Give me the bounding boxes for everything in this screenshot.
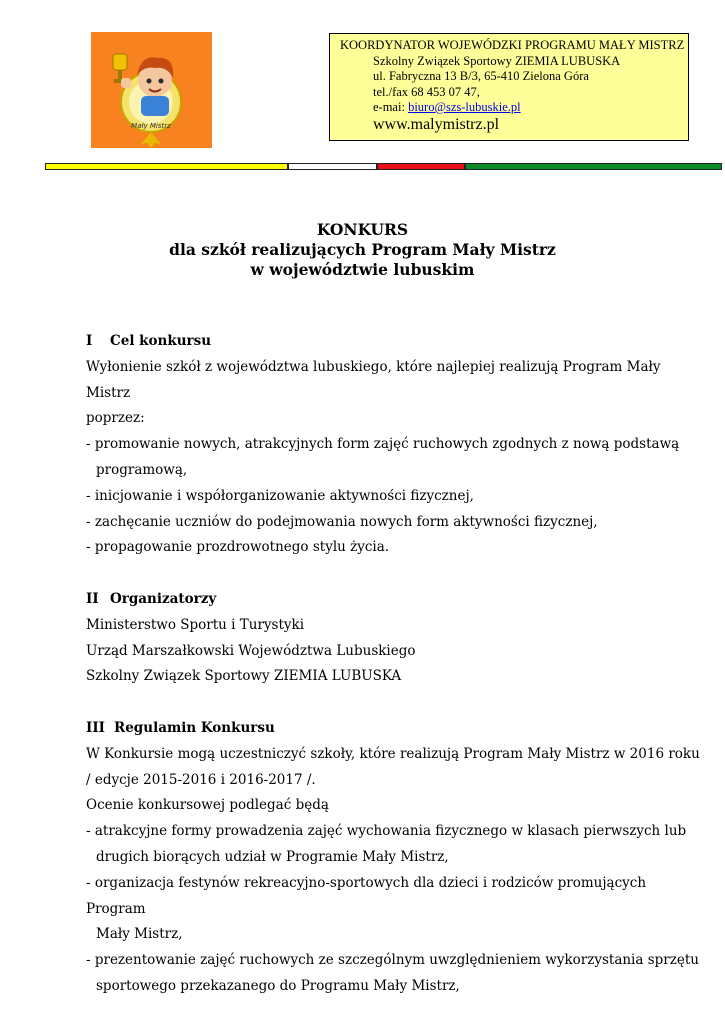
document-title xyxy=(0,220,725,280)
email-label: e-mai: xyxy=(373,100,405,114)
email-row xyxy=(340,100,688,116)
stripe-white xyxy=(288,163,377,170)
section-1-bullet-1-cont: programową, xyxy=(96,461,188,478)
section-1-bullet-3: - zachęcanie uczniów do podejmowania nowych form aktywności fizycznej, xyxy=(86,513,598,530)
organizer-3: Szkolny Związek Sportowy ZIEMIA LUBUSKA xyxy=(86,668,402,685)
title-line-1: KONKURS xyxy=(316,220,409,239)
mascot-logo-icon xyxy=(91,32,212,148)
section-3-bullet-1: - atrakcyjne formy prowadzenia zajęć wychowania fizycznego w klasach pierwszych lub xyxy=(86,823,687,840)
logo-badge-text: Mały Mistrz xyxy=(131,122,171,130)
coordinator-title: KOORDYNATOR WOJEWÓDZKI PROGRAMU MAŁY MISTRZ xyxy=(340,38,685,52)
section-3-para-3: Ocenie konkursowej podlegać będą xyxy=(86,797,329,814)
title-line-2: dla szkół realizujących Program Mały Mistrz xyxy=(169,240,556,259)
maly-mistrz-logo xyxy=(91,32,212,148)
coordinator-info-box xyxy=(329,33,689,141)
phone: tel./fax 68 453 07 47, xyxy=(373,84,480,99)
section-2-heading: II Organizatorzy xyxy=(86,590,217,607)
section-3-para-1: W Konkursie mogą uczestniczyć szkoły, które realizują Program Mały Mistrz w 2016 roku xyxy=(86,745,700,762)
stripe-green xyxy=(465,163,722,170)
address: ul. Fabryczna 13 B/3, 65-410 Zielona Góra xyxy=(373,69,589,83)
section-3-bullet-3-cont: sportowego przekazanego do Programu Mały Mistrz, xyxy=(96,977,460,994)
organizer-2: Urząd Marszałkowski Województwa Lubuskiego xyxy=(86,642,416,659)
section-3-bullet-3: - prezentowanie zajęć ruchowych ze szczególnym uwzględnieniem wykorzystania sprzętu xyxy=(86,952,699,969)
section-1-bullet-1: - promowanie nowych, atrakcyjnych form zajęć ruchowych zgodnych z nową podstawą xyxy=(86,436,680,453)
document-body xyxy=(86,329,706,1000)
stripe-red xyxy=(377,163,465,170)
section-1-bullet-4: - propagowanie prozdrowotnego stylu życia. xyxy=(86,539,390,556)
section-3-bullet-2-cont: Mały Mistrz, xyxy=(96,926,183,943)
section-1-bullet-2: - inicjowanie i współorganizowanie aktywności fizycznej, xyxy=(86,487,474,504)
section-1-heading: I Cel konkursu xyxy=(86,333,212,349)
section-1-intro-2: poprzez: xyxy=(86,410,145,427)
section-3-bullet-1-cont: drugich biorących udział w Programie Mały Mistrz, xyxy=(96,848,449,865)
website[interactable]: www.malymistrz.pl xyxy=(373,115,500,133)
section-3-bullet-2: - organizacja festynów rekreacyjno-sportowych dla dzieci i rodziców promujących Program xyxy=(86,874,647,917)
email-link[interactable]: biuro@szs-lubuskie.pl xyxy=(408,100,521,114)
title-line-3: w województwie lubuskim xyxy=(250,260,475,279)
section-3-para-2: / edycje 2015-2016 i 2016-2017 /. xyxy=(86,771,316,788)
section-3-heading: III Regulamin Konkursu xyxy=(86,719,275,736)
section-1-intro: Wyłonienie szkół z województwa lubuskiego, które najlepiej realizują Program Mały Mistrz xyxy=(86,358,661,401)
organization-name: Szkolny Związek Sportowy ZIEMIA LUBUSKA xyxy=(373,53,621,68)
stripe-yellow xyxy=(45,163,288,170)
organizer-1: Ministerstwo Sportu i Turystyki xyxy=(86,616,305,633)
